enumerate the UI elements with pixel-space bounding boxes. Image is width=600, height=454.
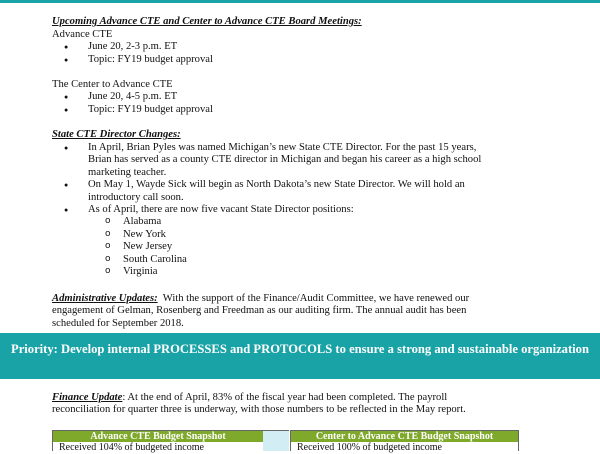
vacancy-item: o New Jersey xyxy=(0,241,600,253)
advance-cte-budget-table xyxy=(52,430,264,451)
vacancy-item: o South Carolina xyxy=(0,254,600,266)
group-name: Advance CTE xyxy=(52,29,113,40)
list-item: ● As of April, there are now five vacant State Director positions: xyxy=(0,204,600,216)
list-item: ● June 20, 4-5 p.m. ET xyxy=(0,91,572,103)
table-header: Center to Advance CTE Budget Snapshot xyxy=(291,431,518,442)
table-row: Received 100% of budgeted income xyxy=(297,442,442,453)
meetings-heading: Upcoming Advance CTE and Center to Advance CTE Board Meetings: xyxy=(52,16,362,27)
table-spacer xyxy=(263,430,289,451)
center-budget-table xyxy=(290,430,519,451)
list-item: ● Topic: FY19 budget approval xyxy=(0,104,572,116)
list-item: ● Topic: FY19 budget approval xyxy=(0,54,572,66)
vacancy-item: o New York xyxy=(0,229,600,241)
meetings-group-center xyxy=(52,79,572,116)
director-changes-heading: State CTE Director Changes: xyxy=(52,129,181,140)
top-rule xyxy=(0,0,600,3)
vacancy-list xyxy=(0,216,600,278)
priority-banner-text: Priority: Develop internal PROCESSES and PROTOCOLS to ensure a strong and sustainable organization xyxy=(11,342,589,356)
budget-snapshots xyxy=(52,430,517,453)
list-item: ● On May 1, Wayde Sick will begin as North Dakota’s new State Director. We will hold an introductory call soon. xyxy=(0,179,600,204)
list-item: ● In April, Brian Pyles was named Michigan’s new State CTE Director. For the past 15 years, Brian has served as a county CTE director in Michigan and began his career as a high school marketing teacher. xyxy=(0,142,600,179)
admin-heading: Administrative Updates: xyxy=(52,293,158,304)
meetings-group-advance-cte xyxy=(52,29,572,66)
admin-updates: Administrative Updates: With the support of the Finance/Audit Committee, we have renewed our engagement of Gelman, Rosenberg and Freedman as our auditing firm. The annual audit has been scheduled for September 2018. xyxy=(52,293,470,329)
finance-heading: Finance Update xyxy=(52,392,123,403)
vacancy-item: o Alabama xyxy=(0,216,600,228)
finance-update: Finance Update: At the end of April, 83% of the fiscal year had been completed. The payroll reconciliation for quarter three is underway, with those numbers to be reflected in the May report. xyxy=(52,392,466,416)
table-row: Received 104% of budgeted income xyxy=(59,442,204,453)
director-changes-list xyxy=(0,142,600,278)
vacancy-item: o Virginia xyxy=(0,266,600,278)
priority-banner xyxy=(0,333,600,379)
group-name: The Center to Advance CTE xyxy=(52,79,173,90)
table-header: Advance CTE Budget Snapshot xyxy=(53,431,263,442)
list-item: ● June 20, 2-3 p.m. ET xyxy=(0,41,572,53)
